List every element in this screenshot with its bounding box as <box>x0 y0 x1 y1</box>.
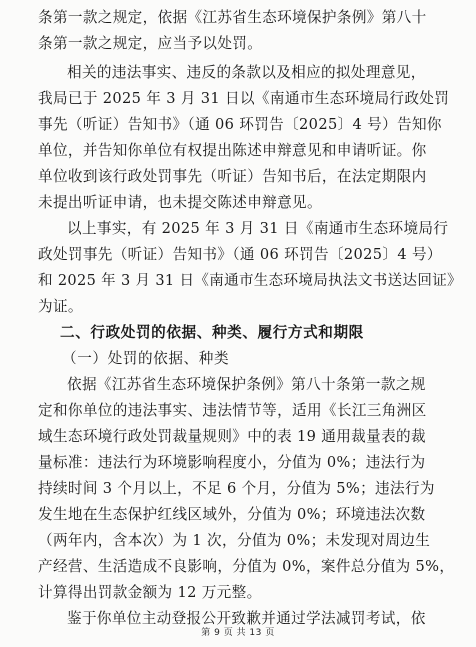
text-line: 事先（听证）告知书》（通 06 环罚告〔2025〕4 号）告知你 <box>38 116 442 133</box>
text-line: 政处罚事先（听证）告知书》（通 06 环罚告〔2025〕4 号） <box>38 246 442 263</box>
text-line: 发生地在生态保护红线区域外，分值为 0%；环境违法次数 <box>38 506 426 523</box>
paragraph-first-line: 以上事实，有 2025 年 3 月 31 日《南通市生态环境局行 <box>67 220 449 237</box>
text-line: （两年内，含本次）为 1 次，分值为 0%；未发现对周边生 <box>38 532 431 549</box>
text-line: 域生态环境行政处罚裁量规则》中的表 19 通用裁量表的裁 <box>38 428 426 445</box>
page-number: 第 9 页 共 13 页 <box>201 628 275 638</box>
text-line: 定和你单位的违法事实、违法情节等，适用《长江三角洲区 <box>38 402 427 419</box>
text-line: 条第一款之规定，依据《江苏省生态环境保护条例》第八十 <box>38 9 427 26</box>
paragraph-first-line: 鉴于你单位主动登报公开致歉并通过学法减罚考试，依 <box>67 610 426 627</box>
text-line: 未提出听证申请，也未提交陈述申辩意见。 <box>38 194 322 211</box>
text-line: 和 2025 年 3 月 31 日《南通市生态环境局执法文书送达回证》 <box>38 273 462 289</box>
text-line: 为证。 <box>38 298 83 315</box>
text-line: 条第一款之规定，应当予以处罚。 <box>38 35 263 52</box>
section-heading: 二、行政处罚的依据、种类、履行方式和期限 <box>60 324 364 341</box>
paragraph-first-line: 相关的违法事实、违反的条款以及相应的拟处理意见， <box>67 64 426 81</box>
text-line: 计算得出罚款金额为 12 万元整。 <box>38 584 262 601</box>
text-line: 单位收到该行政处罚事先（听证）告知书后，在法定期限内 <box>38 168 427 185</box>
text-line: 产经营、生活造成不良影响，分值为 0%，案件总分值为 5%， <box>38 558 455 575</box>
text-line: 我局已于 2025 年 3 月 31 日以《南通市生态环境局行政处罚 <box>38 90 450 107</box>
text-line: 单位，并告知你单位有权提出陈述申辩意见和申请听证。你 <box>38 142 427 159</box>
subsection-heading: （一）处罚的依据、种类 <box>62 350 230 367</box>
text-line: 量标准：违法行为环境影响程度小，分值为 0%；违法行为 <box>38 454 426 471</box>
paragraph-first-line: 依据《江苏省生态环境保护条例》第八十条第一款之规 <box>67 376 426 393</box>
text-line: 持续时间 3 个月以上，不足 6 个月，分值为 5%；违法行为 <box>38 480 435 497</box>
